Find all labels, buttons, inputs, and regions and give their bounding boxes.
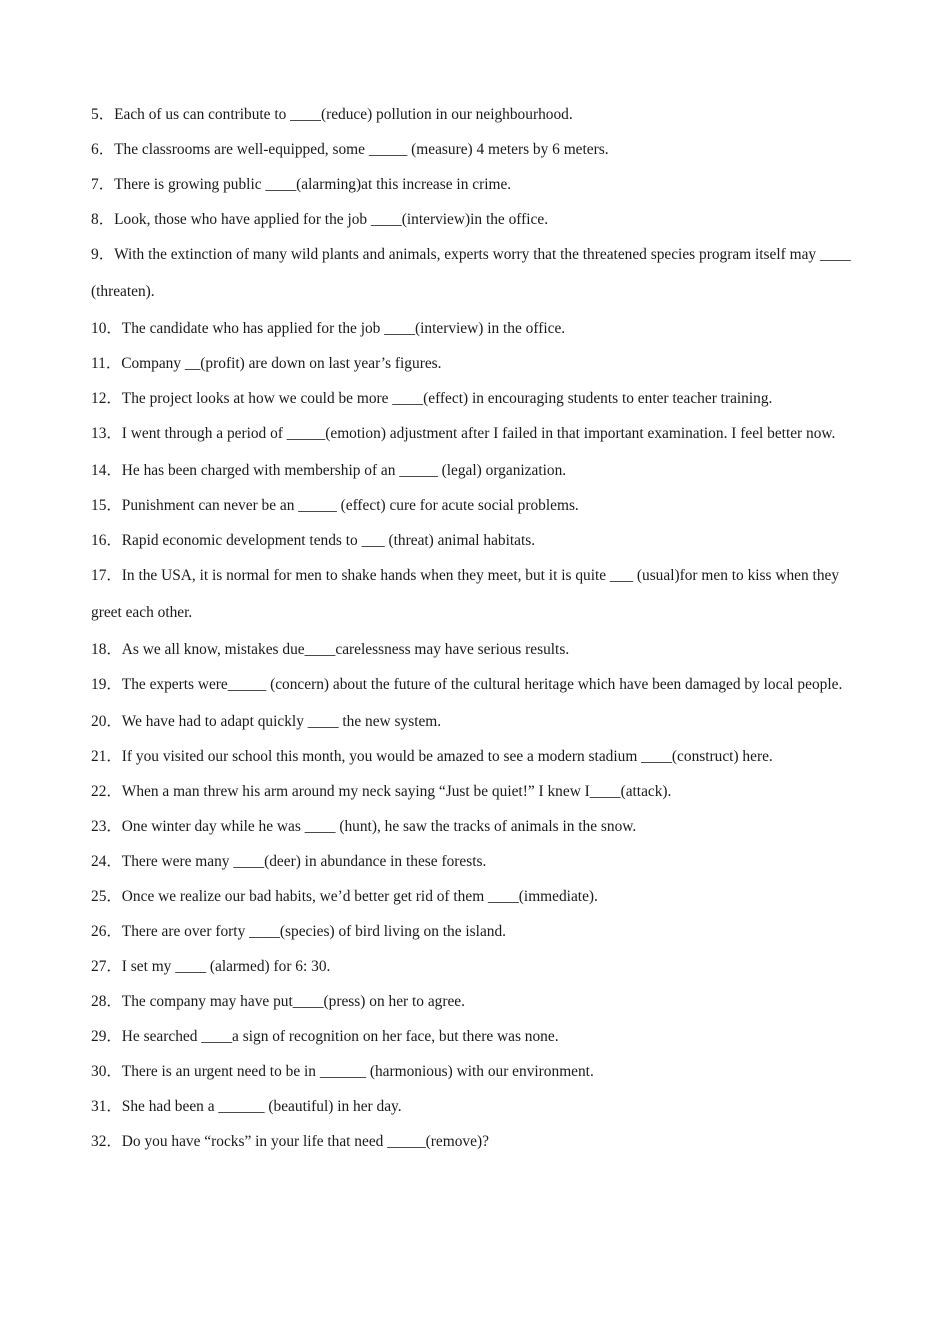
question-number: 29．: [91, 1028, 122, 1045]
question-text: The classrooms are well-equipped, some _____ (measure) 4 meters by 6 meters.: [114, 141, 609, 158]
question-text: If you visited our school this month, you would be amazed to see a modern stadium ____(construct) here.: [121, 748, 773, 765]
question-text: I set my ____ (alarmed) for 6: 30.: [121, 958, 331, 975]
question-text: There were many ____(deer) in abundance in these forests.: [121, 853, 487, 870]
question-item: [91, 166, 871, 201]
question-text: We have had to adapt quickly ____ the new system.: [121, 713, 442, 730]
question-item: [91, 1053, 871, 1088]
question-number: 13．: [91, 425, 122, 442]
question-text: Rapid economic development tends to ___ (threat) animal habitats.: [121, 532, 536, 549]
question-item: [91, 631, 871, 666]
question-item: [91, 415, 871, 452]
question-number: 17．: [91, 567, 122, 584]
question-text: Punishment can never be an _____ (effect) cure for acute social problems.: [121, 497, 579, 514]
question-number: 16．: [91, 532, 122, 549]
question-number: 30．: [91, 1063, 122, 1080]
question-item: [91, 1123, 871, 1158]
question-item: [91, 913, 871, 948]
question-number: 31．: [91, 1098, 122, 1115]
question-item: [91, 703, 871, 738]
question-text: I went through a period of _____(emotion) adjustment after I failed in that important examination. I feel better now.: [121, 425, 836, 442]
question-item: [91, 1088, 871, 1123]
question-number: 5．: [91, 106, 115, 123]
question-number: 6．: [91, 141, 115, 158]
question-number: 27．: [91, 958, 122, 975]
question-text: With the extinction of many wild plants and animals, experts worry that the threatened species program itself may ____ (threaten).: [91, 246, 851, 300]
question-text: He has been charged with membership of an _____ (legal) organization.: [121, 462, 567, 479]
question-item: [91, 738, 871, 773]
question-item: [91, 380, 871, 415]
question-number: 12．: [91, 390, 122, 407]
question-item: [91, 983, 871, 1018]
question-number: 8．: [91, 211, 115, 228]
question-number: 32．: [91, 1133, 122, 1150]
question-item: [91, 808, 871, 843]
question-item: [91, 522, 871, 557]
question-item: [91, 131, 871, 166]
question-text: Look, those who have applied for the job ____(interview)in the office.: [114, 211, 549, 228]
question-text: In the USA, it is normal for men to shake hands when they meet, but it is quite ___ (usual)for men to kiss when they greet each other.: [91, 567, 840, 621]
question-item: [91, 878, 871, 913]
question-item: [91, 96, 871, 131]
question-item: [91, 773, 871, 808]
question-item: [91, 345, 871, 380]
question-text: Each of us can contribute to ____(reduce) pollution in our neighbourhood.: [114, 106, 573, 123]
question-number: 7．: [91, 176, 115, 193]
question-item: [91, 557, 871, 631]
question-number: 22．: [91, 783, 122, 800]
question-number: 9．: [91, 246, 115, 263]
question-number: 26．: [91, 923, 122, 940]
question-text: She had been a ______ (beautiful) in her day.: [121, 1098, 402, 1115]
question-item: [91, 1018, 871, 1053]
question-number: 10．: [91, 320, 122, 337]
question-text: The project looks at how we could be more ____(effect) in encouraging students to enter teacher training.: [121, 390, 773, 407]
question-text: Company __(profit) are down on last year’s figures.: [121, 355, 442, 372]
question-number: 24．: [91, 853, 122, 870]
question-number: 19．: [91, 676, 122, 693]
question-text: There is an urgent need to be in ______ (harmonious) with our environment.: [121, 1063, 594, 1080]
question-item: [91, 310, 871, 345]
question-item: [91, 487, 871, 522]
question-item: [91, 452, 871, 487]
question-item: [91, 843, 871, 878]
question-text: One winter day while he was ____ (hunt), he saw the tracks of animals in the snow.: [121, 818, 637, 835]
question-item: [91, 236, 871, 310]
question-number: 25．: [91, 888, 122, 905]
question-item: [91, 948, 871, 983]
question-text: The experts were_____ (concern) about the future of the cultural heritage which have been damaged by local people.: [121, 676, 843, 693]
question-number: 18．: [91, 641, 122, 658]
question-number: 11．: [91, 355, 122, 372]
question-item: [91, 201, 871, 236]
question-number: 21．: [91, 748, 122, 765]
question-text: The company may have put____(press) on her to agree.: [121, 993, 465, 1010]
question-text: As we all know, mistakes due____carelessness may have serious results.: [121, 641, 570, 658]
question-number: 28．: [91, 993, 122, 1010]
question-item: [91, 666, 871, 703]
question-number: 15．: [91, 497, 122, 514]
question-text: There is growing public ____(alarming)at this increase in crime.: [114, 176, 512, 193]
question-text: Do you have “rocks” in your life that need _____(remove)?: [121, 1133, 489, 1150]
question-number: 20．: [91, 713, 122, 730]
question-list: [91, 96, 871, 1158]
question-text: The candidate who has applied for the job ____(interview) in the office.: [121, 320, 566, 337]
question-number: 14．: [91, 462, 122, 479]
question-text: Once we realize our bad habits, we’d better get rid of them ____(immediate).: [121, 888, 598, 905]
question-number: 23．: [91, 818, 122, 835]
question-text: He searched ____a sign of recognition on her face, but there was none.: [121, 1028, 559, 1045]
question-text: When a man threw his arm around my neck saying “Just be quiet!” I knew I____(attack).: [121, 783, 672, 800]
question-text: There are over forty ____(species) of bird living on the island.: [121, 923, 507, 940]
